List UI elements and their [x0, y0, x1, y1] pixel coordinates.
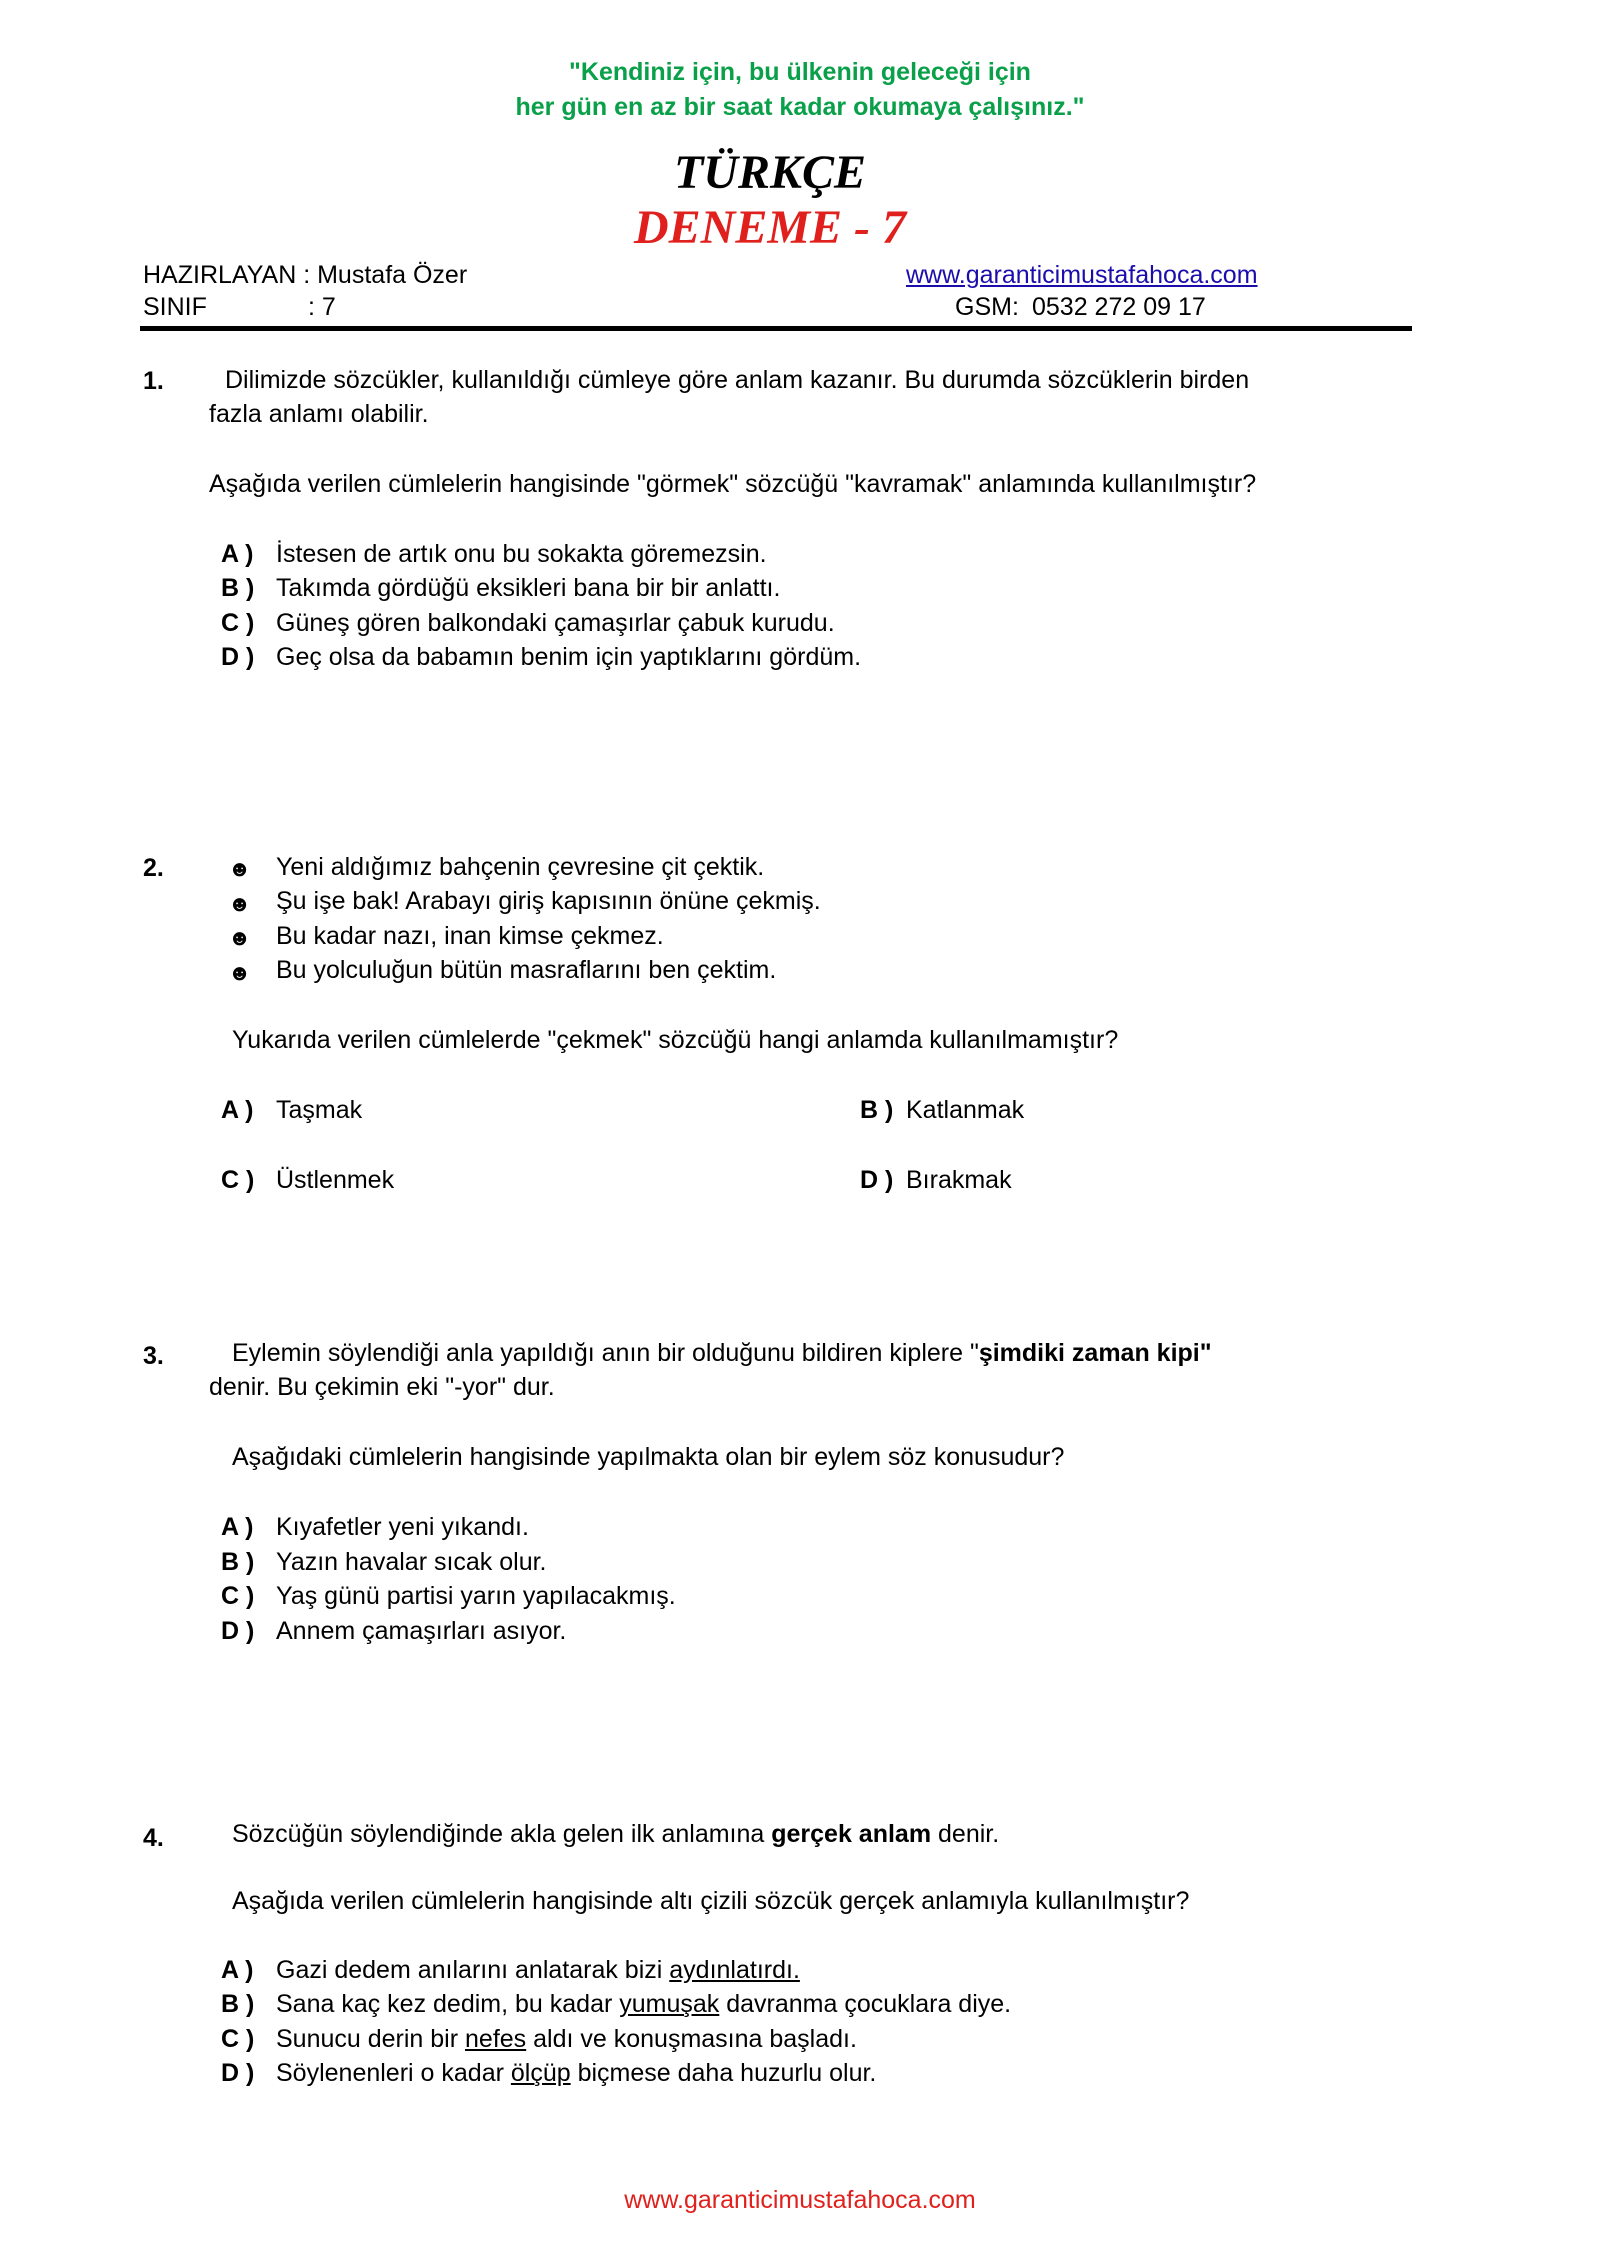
bullet-icon: ☻: [228, 891, 252, 916]
question-4-term: gerçek anlam: [771, 1820, 932, 1848]
q4-option-b-label[interactable]: B ): [221, 1990, 255, 2018]
q4-option-a-text[interactable]: [276, 1956, 800, 1985]
question-1-number: 1.: [143, 367, 164, 395]
question-4-intro-text: Sözcüğün söylendiğinde akla gelen ilk anlamına: [232, 1820, 772, 1848]
header-website-link[interactable]: www.garanticimustafahoca.com: [906, 261, 1258, 289]
exam-title: DENEME - 7: [633, 201, 907, 254]
question-2-stem: Yukarıda verilen cümlelerde "çekmek" sözcüğü hangi anlamda kullanılmamıştır?: [232, 1026, 1119, 1054]
q2-option-d-text[interactable]: Bırakmak: [906, 1166, 1012, 1194]
q4-option-d-underlined-word: ölçüp: [510, 2059, 571, 2087]
question-2-item-3: Bu kadar nazı, inan kimse çekmez.: [276, 922, 664, 950]
bullet-icon: ☻: [228, 856, 252, 881]
q1-option-c-label[interactable]: C ): [221, 609, 255, 637]
question-1-stem: Aşağıda verilen cümlelerin hangisinde "görmek" sözcüğü "kavramak" anlamında kullanılmıştır?: [209, 470, 1257, 498]
q4-option-b-post: davranma çocuklara diye.: [719, 1990, 1012, 2018]
question-2-item-4: Bu yolculuğun bütün masraflarını ben çektim.: [276, 956, 777, 984]
q2-option-b-text[interactable]: Katlanmak: [906, 1096, 1025, 1124]
question-2-number: 2.: [143, 854, 164, 882]
q3-option-d-text[interactable]: Annem çamaşırları asıyor.: [276, 1617, 567, 1645]
subject-title: TÜRKÇE: [673, 146, 867, 199]
motto-line-1: "Kendiniz için, bu ülkenin geleceği için: [569, 58, 1031, 86]
header-divider: [140, 326, 1412, 331]
q3-option-b-text[interactable]: Yazın havalar sıcak olur.: [276, 1548, 547, 1576]
q4-option-d-text[interactable]: [276, 2059, 876, 2088]
q1-option-c-text[interactable]: Güneş gören balkondaki çamaşırlar çabuk kurudu.: [276, 609, 835, 637]
q4-option-d-label[interactable]: D ): [221, 2059, 255, 2087]
q3-option-d-label[interactable]: D ): [221, 1617, 255, 1645]
author-label: HAZIRLAYAN : Mustafa Özer: [143, 261, 468, 289]
bullet-icon: ☻: [228, 960, 252, 985]
bullet-icon: ☻: [228, 925, 252, 950]
question-4-stem: Aşağıda verilen cümlelerin hangisinde altı çizili sözcük gerçek anlamıyla kullanılmıştır?: [232, 1887, 1190, 1915]
q4-option-a-pre: Gazi dedem anılarını anlatarak bizi: [276, 1956, 670, 1984]
gsm-label: GSM:: [955, 293, 1019, 321]
question-3-term: şimdiki zaman kipi": [978, 1339, 1212, 1367]
q4-option-a-label[interactable]: A ): [221, 1956, 254, 1984]
question-2-item-1: Yeni aldığımız bahçenin çevresine çit çektik.: [276, 853, 765, 881]
q2-option-a-text[interactable]: Taşmak: [276, 1096, 363, 1124]
question-3-intro-line-1: [232, 1339, 1212, 1368]
q2-option-b-label[interactable]: B ): [860, 1096, 894, 1124]
q2-option-c-text[interactable]: Üstlenmek: [276, 1166, 395, 1194]
q3-option-c-text[interactable]: Yaş günü partisi yarın yapılacakmış.: [276, 1582, 676, 1610]
q1-option-d-text[interactable]: Geç olsa da babamın benim için yaptıklarını gördüm.: [276, 643, 862, 671]
q3-option-c-label[interactable]: C ): [221, 1582, 255, 1610]
question-3-stem: Aşağıdaki cümlelerin hangisinde yapılmakta olan bir eylem söz konusudur?: [232, 1443, 1065, 1471]
question-4-intro-end: denir.: [931, 1820, 1000, 1848]
question-3-intro-text: Eylemin söylendiği anla yapıldığı anın bir olduğunu bildiren kiplere ": [232, 1339, 979, 1367]
question-3-intro-line-2: denir. Bu çekimin eki "-yor" dur.: [209, 1373, 555, 1401]
q4-option-b-text[interactable]: [276, 1990, 1011, 2019]
q1-option-a-text[interactable]: İstesen de artık onu bu sokakta göremezsin.: [276, 540, 767, 568]
q4-option-c-pre: Sunucu derin bir: [276, 2025, 466, 2053]
q1-option-b-label[interactable]: B ): [221, 574, 255, 602]
question-1-intro-line-1: Dilimizde sözcükler, kullanıldığı cümleye göre anlam kazanır. Bu durumda sözcüklerin birden: [225, 366, 1250, 394]
q4-option-c-label[interactable]: C ): [221, 2025, 255, 2053]
q4-option-c-text[interactable]: [276, 2025, 857, 2054]
q4-option-b-pre: Sana kaç kez dedim, bu kadar: [276, 1990, 620, 2018]
q4-option-c-underlined-word: nefes: [465, 2025, 527, 2053]
q4-option-d-post: biçmese daha huzurlu olur.: [570, 2059, 877, 2087]
motto-line-2: her gün en az bir saat kadar okumaya çalışınız.": [515, 93, 1085, 121]
question-3-number: 3.: [143, 1342, 164, 1370]
gsm-value: 0532 272 09 17: [1032, 293, 1206, 321]
q4-option-b-underlined-word: yumuşak: [619, 1990, 720, 2018]
q3-option-b-label[interactable]: B ): [221, 1548, 255, 1576]
footer-website-link[interactable]: www.garanticimustafahoca.com: [624, 2186, 976, 2214]
question-1-intro-line-2: fazla anlamı olabilir.: [209, 400, 429, 428]
question-2-item-2: Şu işe bak! Arabayı giriş kapısının önüne çekmiş.: [276, 887, 821, 915]
q2-option-d-label[interactable]: D ): [860, 1166, 894, 1194]
q1-option-b-text[interactable]: Takımda gördüğü eksikleri bana bir bir anlattı.: [276, 574, 781, 602]
q3-option-a-label[interactable]: A ): [221, 1513, 254, 1541]
q4-option-d-pre: Söylenenleri o kadar: [276, 2059, 511, 2087]
question-4-intro: [232, 1820, 999, 1849]
q1-option-d-label[interactable]: D ): [221, 643, 255, 671]
question-4-number: 4.: [143, 1824, 164, 1852]
q4-option-c-post: aldı ve konuşmasına başladı.: [526, 2025, 857, 2053]
class-value: : 7: [308, 293, 336, 321]
class-label: SINIF: [143, 293, 207, 321]
q1-option-a-label[interactable]: A ): [221, 540, 254, 568]
q3-option-a-text[interactable]: Kıyafetler yeni yıkandı.: [276, 1513, 529, 1541]
q2-option-a-label[interactable]: A ): [221, 1096, 254, 1124]
q2-option-c-label[interactable]: C ): [221, 1166, 255, 1194]
q4-option-a-underlined-word: aydınlatırdı.: [669, 1956, 800, 1984]
